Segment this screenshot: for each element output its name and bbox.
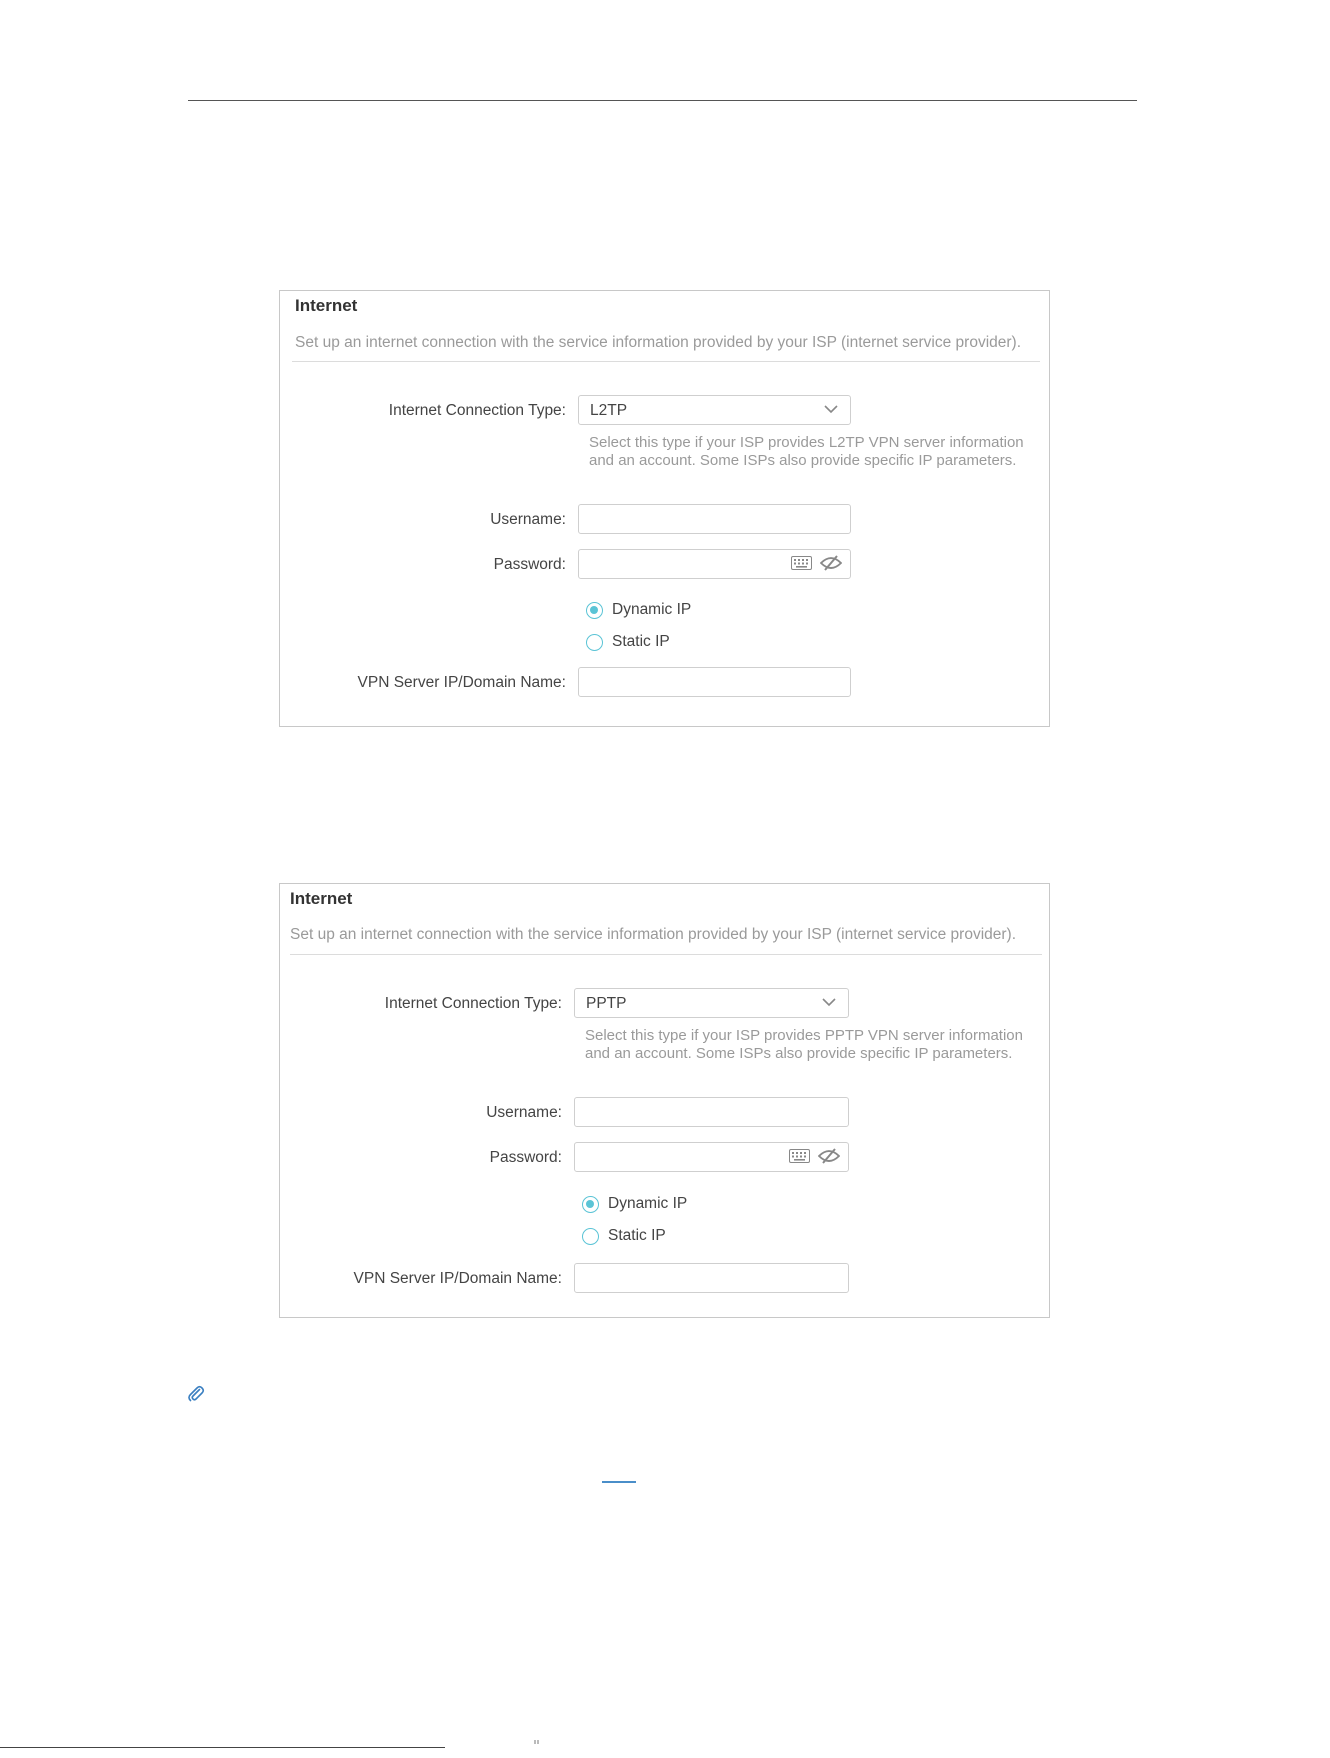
eye-hidden-icon[interactable] — [818, 1148, 840, 1164]
radio-dynamic-label: Dynamic IP — [612, 601, 692, 618]
password-label: Password: — [489, 1149, 562, 1166]
connection-type-value: PPTP — [586, 995, 627, 1012]
radio-dynamic-ip[interactable] — [582, 1195, 687, 1213]
radio-selected-icon — [582, 1196, 599, 1213]
radio-static-label: Static IP — [608, 1227, 666, 1244]
connection-type-select[interactable] — [574, 988, 849, 1018]
vpn-server-input[interactable] — [578, 667, 851, 697]
username-input[interactable] — [578, 504, 851, 534]
page-header-rule — [188, 100, 1137, 101]
connection-type-hint: Select this type if your ISP provides L2TP VPN server information and an account. Some ISPs also provide specific IP parameters. — [589, 434, 1024, 469]
footnote-mark — [533, 1740, 541, 1746]
radio-unselected-icon — [582, 1228, 599, 1245]
connection-type-label: Internet Connection Type: — [388, 402, 566, 419]
password-label: Password: — [493, 556, 566, 573]
panel-title: Internet — [290, 889, 353, 908]
internet-panel-l2tp — [279, 290, 1050, 727]
password-input[interactable] — [578, 549, 851, 579]
panel-title: Internet — [295, 296, 358, 315]
panel-description: Set up an internet connection with the service information provided by your ISP (internet service provider). — [290, 926, 1017, 943]
paperclip-icon — [187, 1385, 205, 1403]
username-label: Username: — [490, 511, 566, 528]
username-label: Username: — [486, 1104, 562, 1121]
internet-panel-pptp — [279, 883, 1050, 1318]
radio-static-ip[interactable] — [586, 633, 670, 651]
panel-divider — [290, 954, 1042, 955]
eye-hidden-icon[interactable] — [820, 555, 842, 571]
chevron-down-icon — [824, 404, 838, 414]
panel-description: Set up an internet connection with the service information provided by your ISP (internet service provider). — [295, 334, 1022, 351]
keyboard-icon[interactable] — [791, 556, 812, 570]
radio-selected-icon — [586, 602, 603, 619]
radio-dynamic-ip[interactable] — [586, 601, 691, 619]
keyboard-icon[interactable] — [789, 1149, 810, 1163]
chevron-down-icon — [822, 997, 836, 1007]
link-underline[interactable] — [602, 1481, 636, 1483]
connection-type-value: L2TP — [590, 402, 628, 419]
radio-static-ip[interactable] — [582, 1227, 666, 1245]
username-input[interactable] — [574, 1097, 849, 1127]
connection-type-hint: Select this type if your ISP provides PPTP VPN server information and an account. Some ISPs also provide specific IP parameters. — [585, 1027, 1023, 1062]
vpn-server-label: VPN Server IP/Domain Name: — [353, 1270, 562, 1287]
vpn-server-label: VPN Server IP/Domain Name: — [357, 674, 566, 691]
radio-static-label: Static IP — [612, 633, 670, 650]
connection-type-select[interactable] — [578, 395, 851, 425]
panel-divider — [292, 361, 1040, 362]
footnote-rule — [0, 1747, 445, 1748]
radio-dynamic-label: Dynamic IP — [608, 1195, 688, 1212]
password-input[interactable] — [574, 1142, 849, 1172]
connection-type-label: Internet Connection Type: — [384, 995, 562, 1012]
radio-unselected-icon — [586, 634, 603, 651]
vpn-server-input[interactable] — [574, 1263, 849, 1293]
